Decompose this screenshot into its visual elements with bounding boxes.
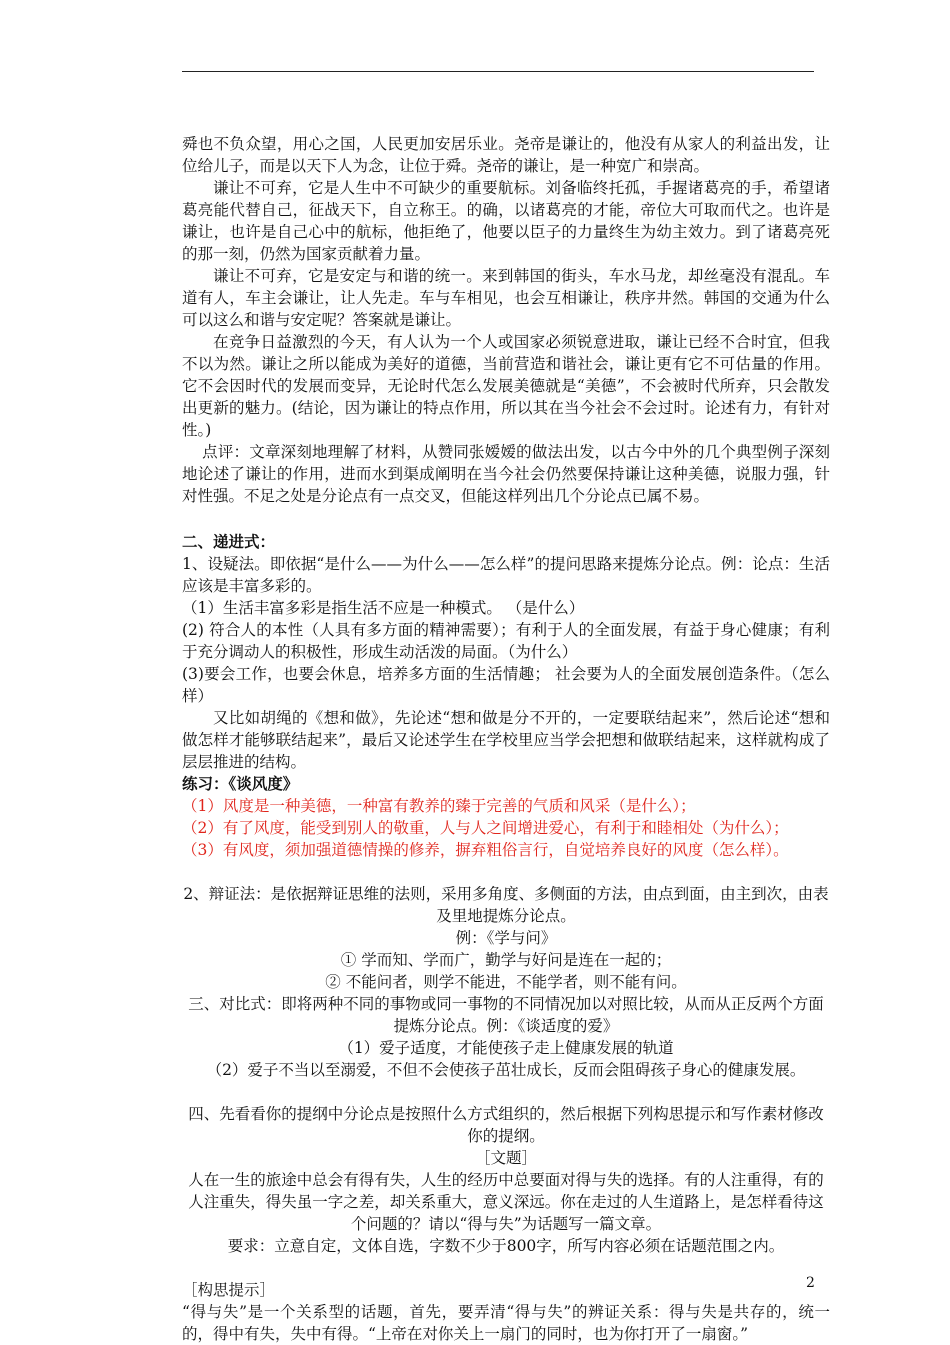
essay-paragraph-3: 谦让不可弃，它是安定与和谐的统一。来到韩国的街头，车水马龙，却丝毫没有混乱。车道有人，车主会谦让，让人先走。车与车相见，也会互相谦让，秩序井然。韩国的交通为什么可以这么和谐与安定呢？答案就是谦让。 — [182, 267, 830, 329]
essay-paragraph-1: 舜也不负众望，用心之国，人民更加安居乐业。尧帝是谦让的，他没有从家人的利益出发，让位给儿子，而是以天下人为念，让位于舜。尧帝的谦让，是一种宽广和崇高。 — [182, 135, 830, 175]
section-heading-progressive: 二、递进式： — [182, 532, 276, 551]
progressive-point-1: （1）生活丰富多彩是指生活不应是一种模式。 （是什么） — [182, 599, 585, 617]
progressive-point-2: (2) 符合人的本性（人具有多方面的精神需要）；有利于人的全面发展，有益于身心健康；有利于充分调动人的积极性，形成生动活泼的局面。（为什么） — [182, 621, 830, 661]
document-body — [182, 133, 830, 1345]
exercise-point-3: （3）有风度，须加强道德情操的修养，摒弃粗俗言行，自觉培养良好的风度（怎么样）。 — [182, 841, 789, 859]
essay-paragraph-2: 谦让不可弃，它是人生中不可缺少的重要航标。刘备临终托孤，手握诸葛亮的手，希望诸葛亮能代替自己，征战天下，自立称王。的确，以诸葛亮的才能，帝位大可取而代之。也许是谦让，也许是自己心中的航标，他拒绝了，他要以臣子的力量终生为幼主效力。到了诸葛亮死的那一刻，仍然为国家贡献着力量。 — [182, 179, 830, 263]
exercise-heading: 练习：《谈风度》 — [182, 774, 299, 793]
questioning-method: 1、设疑法。即依据“是什么——为什么——怎么样”的提问思路来提炼分论点。例：论点：生活应该是丰富多彩的。 — [182, 555, 830, 595]
dialectic-method: 2、辩证法：是依据辩证思维的法则，采用多角度、多侧面的方法，由点到面，由主到次，由表及里地提炼分论点。 — [183, 885, 829, 925]
page-number: 2 — [806, 1275, 815, 1291]
dialectic-point-1: ① 学而知、学而广，勤学与好问是连在一起的； — [340, 951, 672, 969]
revision-task: 四、先看看你的提纲中分论点是按照什么方式组织的，然后根据下列构思提示和写作素材修改你的提纲。 — [188, 1105, 824, 1145]
contrast-method: 三、对比式：即将两种不同的事物或同一事物的不同情况加以对照比较，从而从正反两个方面提炼分论点。例：《谈适度的爱》 — [188, 995, 824, 1035]
tips-label: ［构思提示］ — [182, 1281, 276, 1299]
contrast-point-2: （2）爱子不当以至溺爱，不但不会使孩子茁壮成长，反而会阻碍孩子身心的健康发展。 — [206, 1061, 806, 1079]
dialectic-point-2: ② 不能问者，则学不能进，不能学者，则不能有问。 — [325, 973, 687, 991]
topic-text: 人在一生的旅途中总会有得有失，人生的经历中总要面对得与失的选择。有的人注重得，有的人注重失，得失虽一字之差，却关系重大，意义深远。你在走过的人生道路上，是怎样看待这个问题的？请以“得与失”为话题写一篇文章。 — [188, 1171, 824, 1233]
topic-label: ［文题］ — [474, 1149, 537, 1167]
progressive-example: 又比如胡绳的《想和做》，先论述“想和做是分不开的，一定要联结起来”，然后论述“想和做怎样才能够联结起来”，最后又论述学生在学校里应当学会把想和做联结起来，这样就构成了层层推进的结构。 — [182, 709, 830, 771]
exercise-point-2: （2）有了风度，能受到别人的敬重，人与人之间增进爱心，有利于和睦相处（为什么）； — [182, 819, 789, 837]
writing-requirement: 要求：立意自定，文体自选，字数不少于800字，所写内容必须在话题范围之内。 — [227, 1237, 785, 1255]
essay-paragraph-4: 在竞争日益激烈的今天，有人认为一个人或国家必须锐意进取，谦让已经不合时宜，但我不以为然。谦让之所以能成为美好的道德，当前营造和谐社会，谦让更有它不可估量的作用。它不会因时代的发展而变异，无论时代怎么发展美德就是“美德”，不会被时代所弃，只会散发出更新的魅力。(结论，因为谦让的特点作用，所以其在当今社会不会过时。论述有力，有针对性。) — [182, 333, 830, 439]
tips-text: “得与失”是一个关系型的话题，首先，要弄清“得与失”的辨证关系：得与失是共存的，统一的，得中有失，失中有得。“上帝在对你关上一扇门的同时，也为你打开了一扇窗。” — [182, 1303, 830, 1343]
progressive-point-3: (3)要会工作，也要会休息，培养多方面的生活情趣； 社会要为人的全面发展创造条件。（怎么样） — [182, 665, 830, 705]
header-rule — [182, 71, 814, 72]
contrast-point-1: （1）爱子适度，才能使孩子走上健康发展的轨道 — [338, 1039, 674, 1057]
exercise-point-1: （1）风度是一种美德，一种富有教养的臻于完善的气质和风采（是什么）； — [182, 797, 696, 815]
dialectic-example-title: 例：《学与问》 — [455, 929, 557, 947]
essay-comment: 点评：文章深刻地理解了材料，从赞同张嫒嫒的做法出发，以古今中外的几个典型例子深刻地论述了谦让的作用，进而水到渠成阐明在当今社会仍然要保持谦让这种美德，说服力强，针对性强。不足之处是分论点有一点交叉，但能这样列出几个分论点已属不易。 — [182, 443, 830, 505]
